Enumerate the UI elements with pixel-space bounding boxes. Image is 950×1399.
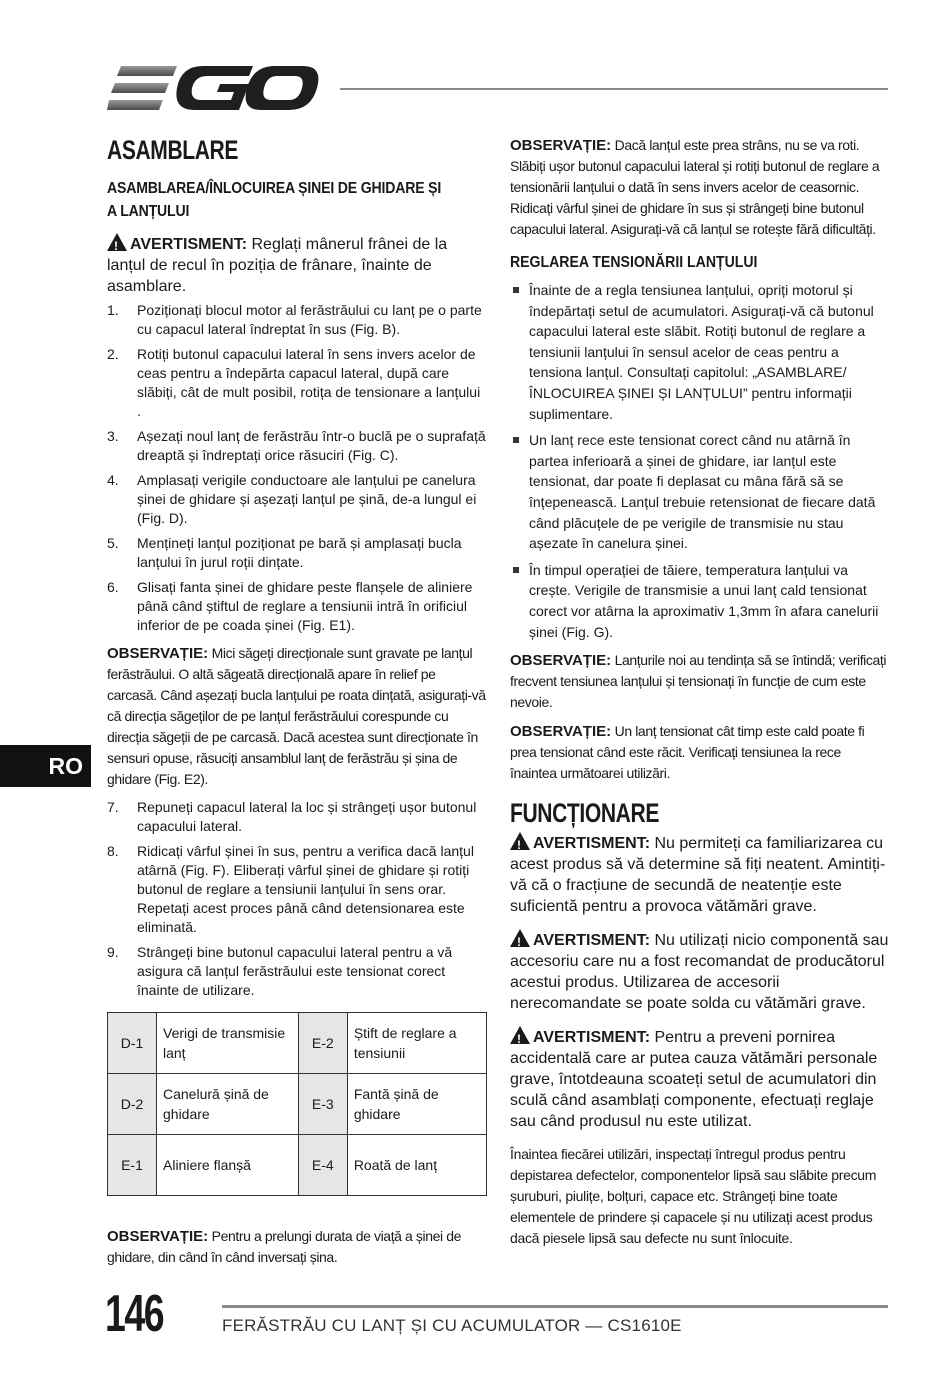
warning-icon [510, 832, 530, 850]
step-item [107, 534, 487, 572]
bullet-square-icon [510, 560, 529, 642]
part-description: Fantă șină de ghidare [347, 1074, 486, 1135]
table-row [108, 1013, 487, 1074]
warning-brake: !AVERTISMENT: Reglați mânerul frânei de la lanțul de recul în poziția de frânare, înainte de asamblare. [107, 233, 487, 297]
bullet-item [510, 430, 890, 554]
step-text: Strângeți bine butonul capacului lateral pentru a vă asigura că lanțul ferăstrăului este tensionat corect înainte de utilizare. [137, 944, 453, 998]
step-item [107, 798, 487, 836]
warning-block: !AVERTISMENT: Nu permiteți ca familiarizarea cu acest produs să vă determine să fiți neatent. Amintiți-vă că o fracțiune de secundă de neatenție este suficientă pentru a provoca vătămări grave. [510, 832, 890, 917]
part-description: Verigi de transmisie lanț [157, 1013, 299, 1074]
step-item [107, 301, 487, 339]
bullet-item [510, 280, 890, 424]
closing-paragraph: Înaintea fiecărei utilizări, inspectați întregul produs pentru depistarea defectelor, componentelor lipsă sau slăbite precum șuruburi, piulițe, bolțuri, capace etc. Strângeți bine toate elementele de prindere și capacele și nu utilizați acest produs dacă piesele lipsă sau defecte nu sunt înlocuite. [510, 1146, 877, 1247]
step-number: 1. [107, 302, 119, 318]
page-number: 146 [105, 1285, 164, 1343]
step-number: 6. [107, 579, 119, 595]
table-row [108, 1135, 487, 1196]
part-code: E-3 [298, 1074, 347, 1135]
step-text: Așezați noul lanț de ferăstrău într-o buclă pe o suprafață dreaptă și îndreptați orice răsuciri (Fig. C). [137, 428, 486, 463]
bullet-square-icon [510, 430, 529, 554]
step-number: 9. [107, 944, 119, 960]
tension-title: REGLAREA TENSIONĂRII LANȚULUI [510, 254, 758, 271]
warning-icon [510, 929, 530, 947]
step-text: Amplasați verigile conductoare ale lanțului pe canelura șinei de ghidare și așezați lanțul pe șină, de-a lungul ei (Fig. D). [137, 472, 477, 526]
warning-block: !AVERTISMENT: Pentru a preveni pornirea accidentală care ar putea cauza vătămări personale grave, întotdeauna scoateți setul de acumulatori din sculă când asamblați componente, efectuați reglaje sau când produsul nu este utilizat. [510, 1026, 890, 1132]
assembly-steps-1-6 [107, 301, 487, 635]
note-direction-arrows: OBSERVAȚIE: Mici săgeți direcționale sunt gravate pe lanțul ferăstrăului. O altă săgeată direcțională apare în relief pe carcasă. Când așezați bucla lanțului pe roata dințată, asigurați-vă că direcția săgeților de pe lanțul ferăstrăului corespunde cu direcția săgeții de pe carcasă. Dacă acestea sunt direcționate în sensuri opuse, răsuciți ansamblul lanț de ferăstrău și șina de ghidare (Fig. E2). [107, 645, 486, 787]
step-item [107, 578, 487, 635]
footer-title: FERĂSTRĂU CU LANȚ ȘI CU ACUMULATOR — CS1610E [222, 1316, 682, 1335]
assembly-steps-7-9 [107, 798, 487, 1000]
note-new-chains: OBSERVAȚIE: Lanțurile noi au tendința să se întindă; verificați frecvent tensiunea lanțului și tensionați în funcție de cum este nevoie. [510, 652, 887, 711]
step-number: 7. [107, 799, 119, 815]
part-code: E-2 [298, 1013, 347, 1074]
step-number: 8. [107, 843, 119, 859]
warning-icon [107, 233, 127, 251]
note-invert-bar: OBSERVAȚIE: Pentru a prelungi durata de viață a șinei de ghidare, din când în când inversați șina. [107, 1228, 461, 1265]
step-item [107, 345, 487, 421]
part-code: E-1 [108, 1135, 157, 1196]
note-hot-chain: OBSERVAȚIE: Un lanț tensionat cât timp este cald poate fi prea tensionat când este răcit. Verificați tensiunea la rece înaintea următoarei utilizări. [510, 723, 865, 782]
step-text: Ridicați vârful șinei în sus, pentru a verifica dacă lanțul atârnă (Fig. F). Eliberați vârful șinei de ghidare și rotiți butonul de reglare a tensiunii lanțului în sens orar. Repetați acest proces până când detensionarea este eliminată. [137, 843, 474, 935]
section-title-operation: FUNCȚIONARE [510, 798, 659, 829]
part-code: D-2 [108, 1074, 157, 1135]
note-chain-too-tight: OBSERVAȚIE: Dacă lanțul este prea strâns, nu se va roti. Slăbiți ușor butonul capacului lateral și rotiți butonul de reglare a tensionării lanțului o dată în sens invers acelor de ceasornic. Ridicați vârful șinei de ghidare în sus și strângeți bine butonul capacului lateral. Asigurați-vă că lanțul se rotește fără dificultăți. [510, 137, 880, 237]
bullet-text: În timpul operației de tăiere, temperatura lanțului va crește. Verigile de transmisie a unui lanț cald tensionat corect vor atârna la aproximativ 1,3mm în afara canelurii șinei (Fig. G). [529, 561, 879, 640]
operation-warnings [510, 832, 890, 1132]
part-description: Aliniere flanșă [157, 1135, 299, 1196]
warning-icon [510, 1026, 530, 1044]
step-text: Poziționați blocul motor al ferăstrăului cu lanț pe o parte cu capacul lateral îndreptat în sus (Fig. B). [137, 302, 482, 337]
step-item [107, 842, 487, 937]
bullet-square-icon [510, 280, 529, 424]
part-description: Canelură șină de ghidare [157, 1074, 299, 1135]
parts-table [107, 1012, 487, 1196]
step-number: 4. [107, 472, 119, 488]
bullet-text: Un lanț rece este tensionat corect când nu atârnă în partea inferioară a șinei de ghidare, iar lanțul este tensionat, dar poate fi deplasat cu mâna fără să se înțepenească. Lanțul trebuie retensionat de fiecare dată când plăcuțele de pe verigile de transmisie nu stau așezate în canelura șinei. [529, 432, 876, 552]
part-description: Știft de reglare a tensiunii [347, 1013, 486, 1074]
subsection-title: ASAMBLAREA/ÎNLOCUIREA ȘINEI DE GHIDARE ȘI A LANȚULUI [107, 180, 442, 220]
step-number: 3. [107, 428, 119, 444]
step-text: Repuneți capacul lateral la loc și strângeți ușor butonul capacului lateral. [137, 799, 477, 834]
bullet-item [510, 560, 890, 642]
right-column [510, 135, 890, 1249]
step-item [107, 471, 487, 528]
part-code: E-4 [298, 1135, 347, 1196]
step-text: Rotiți butonul capacului lateral în sens invers acelor de ceas pentru a îndepărta capacul lateral, după care slăbiți, cât de mult posibil, rotița de tensionare a lanțului . [137, 346, 481, 419]
part-description: Roată de lanț [347, 1135, 486, 1196]
step-item [107, 943, 487, 1000]
step-number: 5. [107, 535, 119, 551]
header-rule [340, 88, 888, 90]
table-row [108, 1074, 487, 1135]
section-title-assembly: ASAMBLARE [107, 135, 239, 165]
language-tab: RO [0, 745, 91, 787]
step-number: 2. [107, 346, 119, 362]
part-code: D-1 [108, 1013, 157, 1074]
step-text: Glisați fanta șinei de ghidare peste flanșele de aliniere până când știftul de reglare a tensiunii intră în orificiul inferior de pe coada șinei (Fig. E1). [137, 579, 473, 633]
left-column [107, 135, 487, 1276]
step-text: Mențineți lanțul poziționat pe bară și amplasați bucla lanțului în jurul roții dințate. [137, 535, 462, 570]
ego-logo [107, 62, 319, 114]
warning-block: !AVERTISMENT: Nu utilizați nicio componentă sau accesoriu care nu a fost recomandat de producătorul acestui produs. Utilizarea de accesorii nerecomandate se poate solda cu vătămări grave. [510, 929, 890, 1014]
bullet-text: Înainte de a regla tensiunea lanțului, opriți motorul și îndepărtați setul de acumulatori. Asigurați-vă că butonul capacului lateral este slăbit. Rotiți butonul de reglare a tensiunii lanțului în sensul acelor de ceas pentru a tensiona lanțul. Consultați capitolul: „ASAMBLARE/ ÎNLOCUIREA ȘINEI ȘI LANȚULUI” pentru informații suplimentare. [529, 282, 874, 422]
tension-bullets [510, 280, 890, 642]
step-item [107, 427, 487, 465]
footer-rule [222, 1305, 888, 1308]
